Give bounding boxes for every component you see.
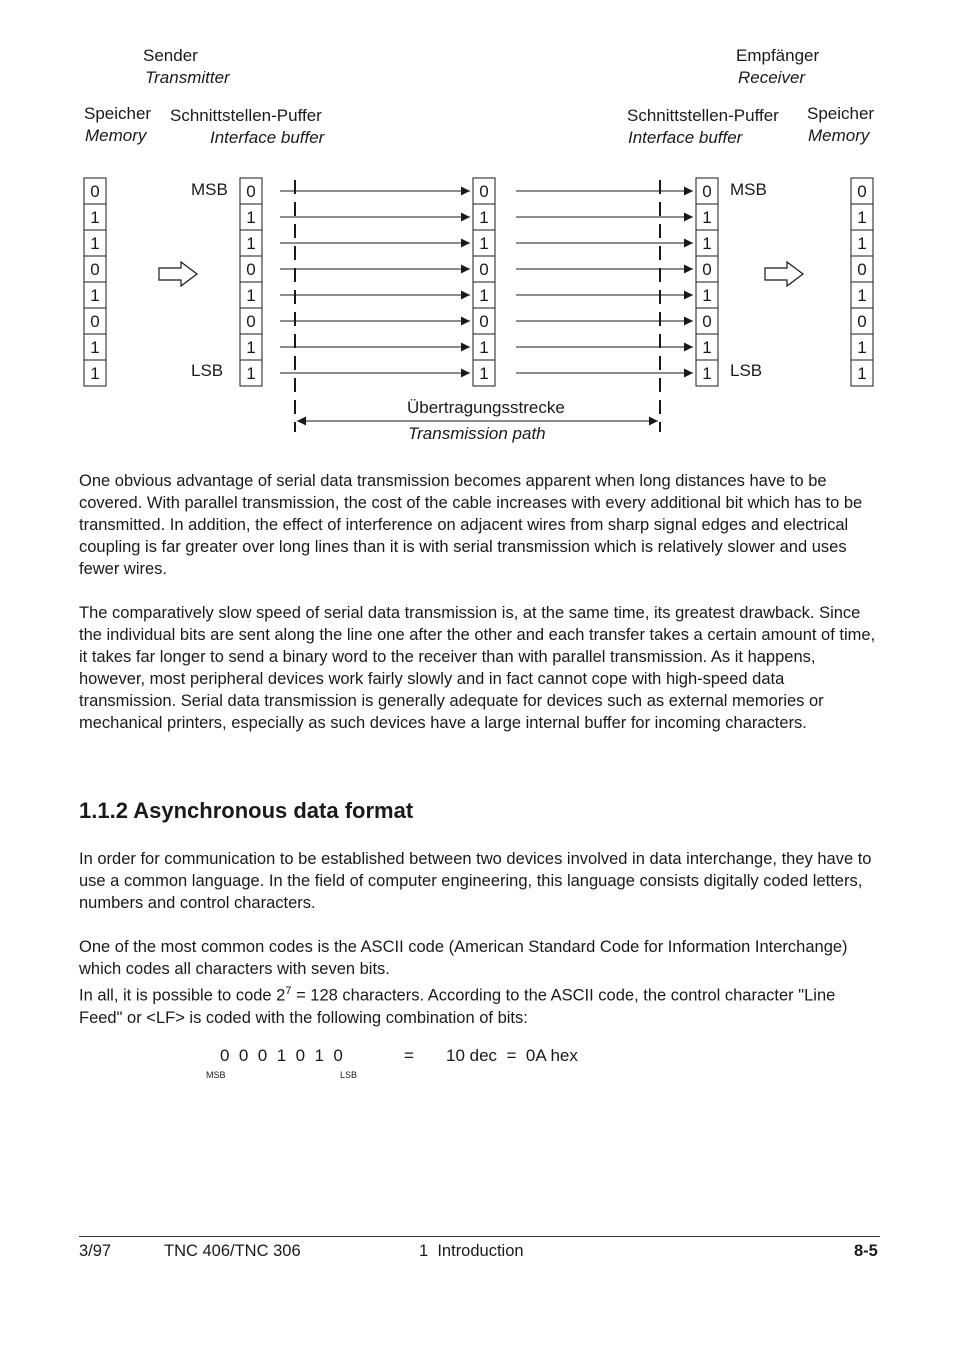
bit-value: 1	[479, 234, 489, 253]
bit-value: 0	[90, 182, 100, 201]
paragraph-serial-drawback: The comparatively slow speed of serial data transmission is, at the same time, its greatest drawback. Since the individual bits are sent along the line one after the other and each transfer takes a certain amount of time, it takes far longer to send a binary word to the receiver than with parallel transmission. As it happens, however, most peripheral devices work fairly slowly and in fact cannot cope with high-speed data transmission. Serial data transmission is generally adequate for devices such as external memories or mechanical printers, especially as such devices have a large internal buffer for incoming characters.	[79, 604, 876, 732]
bit-value: 1	[90, 338, 100, 357]
bit-value: 0	[857, 312, 867, 331]
transmitter-label: Transmitter	[145, 68, 230, 87]
bit-value: 1	[246, 234, 256, 253]
ascii-count-post: = 128 characters. According to the ASCII code, the control character "Line Feed" or <LF> is coded with the following combination of bits:	[79, 986, 836, 1027]
lf-value: 10 dec = 0A hex	[446, 1046, 578, 1065]
serial-transmission-diagram	[0, 0, 954, 460]
hollow-arrow-left	[159, 262, 197, 286]
bit-value: 1	[479, 364, 489, 383]
bit-value: 1	[246, 364, 256, 383]
footer-chapter: 1 Introduction	[419, 1242, 524, 1260]
bit-value: 1	[857, 338, 867, 357]
bit-value: 0	[246, 312, 256, 331]
bit-value: 1	[479, 286, 489, 305]
bit-value: 1	[857, 234, 867, 253]
bit-value: 1	[702, 208, 712, 227]
sender-buffer-column	[240, 178, 262, 386]
bit-value: 1	[479, 208, 489, 227]
bit-value: 1	[90, 208, 100, 227]
bit-value: 0	[246, 182, 256, 201]
footer-date: 3/97	[79, 1242, 112, 1260]
buffer-label-right-de: Schnittstellen-Puffer	[627, 106, 779, 125]
receiver-memory-column	[851, 178, 873, 386]
memory-label-left-de: Speicher	[84, 104, 152, 123]
receiver-label: Receiver	[738, 68, 806, 87]
footer-rule	[79, 1236, 880, 1237]
lf-bit-pattern: 0 0 0 1 0 1 0	[220, 1046, 343, 1065]
footer-page-number: 8-5	[854, 1242, 878, 1260]
section-heading: 1.1.2 Asynchronous data format	[79, 798, 414, 823]
bit-value: 1	[702, 234, 712, 253]
sender-label: Sender	[143, 46, 198, 65]
lsb-label-right: LSB	[730, 361, 763, 380]
bit-value: 0	[90, 260, 100, 279]
bit-value: 1	[857, 286, 867, 305]
transmission-path-label: Transmission path	[408, 424, 546, 443]
equals-sign: =	[404, 1046, 414, 1065]
bit-value: 1	[857, 364, 867, 383]
bit-value: 0	[246, 260, 256, 279]
paragraph-common-language: In order for communication to be established between two devices involved in data interchange, they have to use a common language. In the field of computer engineering, this language consists digitally coded letters, numbers and control characters.	[79, 850, 872, 912]
bit-value: 0	[702, 182, 712, 201]
memory-label-right-de: Speicher	[807, 104, 875, 123]
lsb-label-left: LSB	[191, 361, 224, 380]
bit-value: 0	[479, 260, 489, 279]
bit-value: 0	[857, 182, 867, 201]
buffer-label-left: Interface buffer	[210, 128, 325, 147]
bit-value: 1	[702, 286, 712, 305]
bit-value: 0	[857, 260, 867, 279]
bit-value: 1	[479, 338, 489, 357]
formula-msb-label: MSB	[206, 1070, 226, 1080]
msb-label-left: MSB	[191, 180, 228, 199]
bit-value: 0	[702, 312, 712, 331]
hollow-arrow-right	[765, 262, 803, 286]
paragraph-ascii	[79, 936, 879, 1029]
buffer-label-right: Interface buffer	[628, 128, 743, 147]
receiver-label-de: Empfänger	[736, 46, 820, 65]
memory-label-left: Memory	[85, 126, 147, 145]
bit-value: 1	[246, 338, 256, 357]
ascii-exponent: 7	[285, 985, 292, 997]
bit-value: 1	[246, 208, 256, 227]
ascii-sentence: One of the most common codes is the ASCII code (American Standard Code for Information Interchange) which codes all characters with seven bits.	[79, 938, 848, 978]
bit-value: 0	[702, 260, 712, 279]
buffer-label-left-de: Schnittstellen-Puffer	[170, 106, 322, 125]
bit-value: 1	[702, 364, 712, 383]
bit-value: 1	[857, 208, 867, 227]
footer-model: TNC 406/TNC 306	[164, 1242, 301, 1260]
bit-value: 0	[90, 312, 100, 331]
msb-label-right: MSB	[730, 180, 767, 199]
receiver-buffer-column	[696, 178, 718, 386]
sender-memory-column	[84, 178, 106, 386]
paragraph-serial-advantage: One obvious advantage of serial data transmission becomes apparent when long distances have to be covered. With parallel transmission, the cost of the cable increases with every additional bit which has to be transmitted. In addition, the effect of interference on adjacent wires from sharp signal edges and electrical coupling is far greater over long lines than it is with serial transmission which is relatively slower and uses fewer wires.	[79, 472, 863, 578]
bit-value: 0	[479, 182, 489, 201]
bit-value: 1	[702, 338, 712, 357]
bit-value: 0	[479, 312, 489, 331]
bit-value: 1	[246, 286, 256, 305]
transmission-path-label-de: Übertragungsstrecke	[407, 398, 565, 417]
bit-value: 1	[90, 286, 100, 305]
ascii-count-pre: In all, it is possible to code 2	[79, 986, 286, 1005]
formula-lsb-label: LSB	[340, 1070, 358, 1080]
bit-value: 1	[90, 234, 100, 253]
line-buffer-column	[473, 178, 495, 386]
memory-label-right: Memory	[808, 126, 870, 145]
bit-value: 1	[90, 364, 100, 383]
